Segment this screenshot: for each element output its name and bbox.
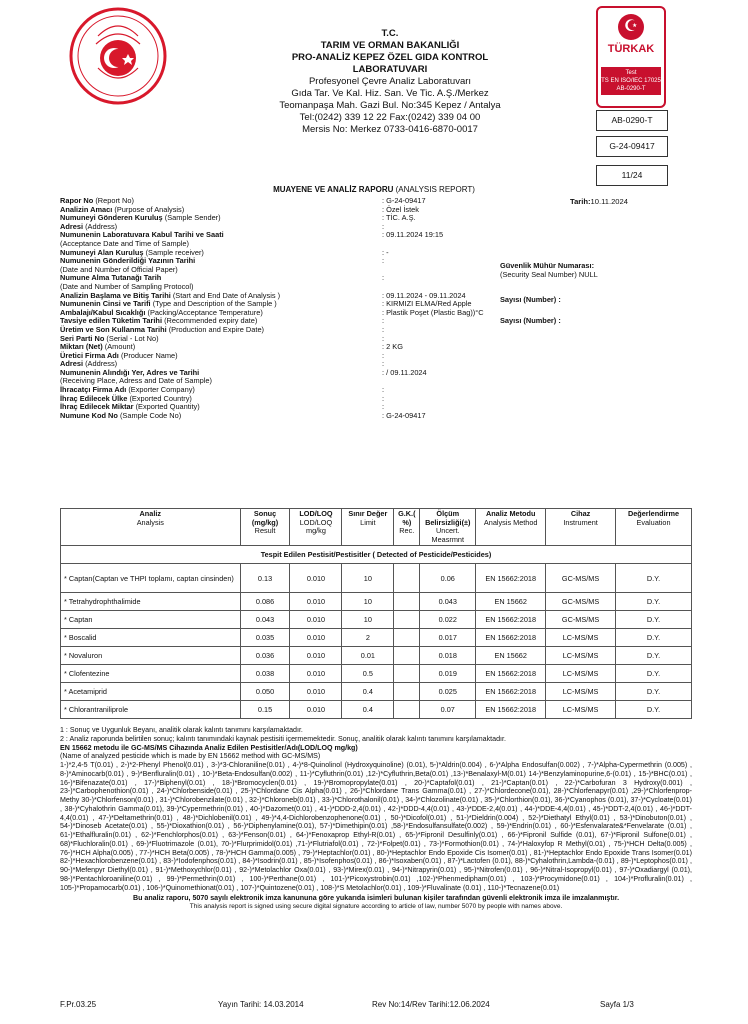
field-value: : 09.11.2024 - 09.11.2024	[382, 290, 466, 300]
field-label: İhraç Edilecek Miktar	[60, 402, 134, 412]
field-label: Rapor No	[60, 196, 94, 205]
note-2: 2 : Analiz raporunda belirtilen sonuç; kalıntı tanımındaki kaynak pestisiti içermemektedir. Sonuç, analitik olarak kalıntı tanımını karşılamaktadır.	[60, 734, 506, 743]
field-value: : Özel İstek	[382, 204, 419, 214]
turkak-name: TÜRKAK	[607, 43, 655, 55]
field-value-text: KIRMIZI ELMA/Red Apple	[386, 299, 472, 309]
table-row	[61, 629, 692, 647]
footer-page: Sayfa 1/3	[600, 1000, 634, 1009]
table-cell-r: 0.036	[240, 647, 290, 665]
table-cell-a: * Chlorantraniliprole	[61, 701, 241, 719]
field-value: :	[382, 350, 385, 360]
table-cell-r: 0.043	[240, 611, 290, 629]
field-value: : TİC. A.Ş.	[382, 213, 416, 223]
field-label: Ambalajı/Kabul Sıcaklığı	[60, 307, 146, 317]
header-tr: Cihaz	[570, 509, 591, 518]
turkak-badge	[596, 6, 666, 108]
field-value: :	[382, 256, 385, 266]
header-en: LOD/LOQ mg/kg	[299, 517, 333, 535]
table-cell-e: D.Y.	[616, 564, 692, 593]
field-value-text: G-24-09417	[386, 410, 426, 420]
field-value-text: Plastik Poşet (Plastic Bag))°C	[386, 307, 484, 317]
header-en: Uncert. Measrmnt	[431, 526, 464, 544]
field-label-en: (Exporter Company)	[128, 385, 195, 395]
field-value: : / 09.11.2024	[382, 367, 427, 377]
table-cell-l: 0.010	[290, 611, 342, 629]
table-cell-l: 0.010	[290, 564, 342, 593]
table-cell-m: EN 15662:2018	[476, 701, 546, 719]
table-cell-l: 0.010	[290, 593, 342, 611]
footer-form: F.Pr.03.25	[60, 1000, 97, 1009]
field-value: :	[382, 316, 385, 326]
field-value-text: -	[386, 247, 389, 257]
field-value-text: TİC. A.Ş.	[385, 213, 416, 223]
header-address: Teomanpaşa Mah. Gazi Bul. No:345 Kepez / Antalya	[279, 100, 501, 111]
table-header-cell	[290, 509, 342, 546]
report-title	[0, 185, 748, 194]
table-cell-s: 0.4	[342, 683, 394, 701]
table-cell-i: GC-MS/MS	[546, 611, 616, 629]
field-label-en: (Packing/Acceptance Temperature)	[147, 307, 263, 317]
field-label-en: (Sample receiver)	[145, 247, 204, 257]
table-cell-a: * Tetrahydrophthalimide	[61, 593, 241, 611]
field-label-en: (Exported Country)	[129, 393, 192, 403]
table-header-cell	[420, 509, 476, 546]
table-cell-u: 0.06	[420, 564, 476, 593]
table-header-cell	[476, 509, 546, 546]
field-value: :	[382, 385, 385, 395]
header-en: Instrument	[563, 517, 598, 527]
table-cell-u: 0.017	[420, 629, 476, 647]
header-en: Evaluation	[636, 517, 671, 527]
header-tr: Analiz Metodu	[485, 509, 536, 518]
report-date-label: Tarih:	[570, 197, 591, 206]
field-value: : Plastik Poşet (Plastic Bag))°C	[382, 307, 484, 317]
table-section-row	[61, 546, 692, 564]
table-cell-m: EN 15662:2018	[476, 564, 546, 593]
table-cell-i: LC-MS/MS	[546, 647, 616, 665]
method-subtitle: (Name of analyzed pesticide which is made by EN 15662 method with GC-MS/MS)	[60, 752, 321, 761]
table-cell-u: 0.022	[420, 611, 476, 629]
table-cell-m: EN 15662:2018	[476, 611, 546, 629]
header-tr: Değerlendirme	[627, 509, 680, 518]
report-date	[570, 197, 628, 206]
header-en: Rec.	[399, 526, 415, 535]
field-label: Numunenin Cinsi ve Tarifi	[60, 299, 151, 309]
table-cell-r: 0.050	[240, 683, 290, 701]
table-cell-l: 0.010	[290, 701, 342, 719]
table-cell-a: * Clofentezine	[61, 665, 241, 683]
field-value: :	[382, 324, 385, 334]
field-label-en: (Date and Number of Official Paper)	[60, 264, 178, 274]
table-cell-u: 0.043	[420, 593, 476, 611]
header-lab-name-1: PRO-ANALİZ KEPEZ ÖZEL GIDA KONTROL	[291, 52, 489, 63]
table-cell-g	[394, 683, 420, 701]
table-cell-u: 0.018	[420, 647, 476, 665]
table-cell-g	[394, 665, 420, 683]
table-cell-i: LC-MS/MS	[546, 665, 616, 683]
field-value-text: 09.11.2024 19:15	[386, 230, 444, 240]
field-value	[382, 240, 542, 249]
table-header-cell	[240, 509, 290, 546]
field-value: : G-24-09417	[382, 196, 426, 205]
field-value: : -	[382, 247, 389, 257]
field-label: Numunenin Laboratuvara Kabul Tarihi ve Saati	[60, 230, 224, 240]
table-cell-s: 0.4	[342, 701, 394, 719]
table-cell-l: 0.010	[290, 665, 342, 683]
field-label: Üretici Firma Adı	[60, 350, 119, 360]
table-header-cell	[61, 509, 241, 546]
header-tc: T.C.	[381, 28, 399, 39]
table-cell-i: GC-MS/MS	[546, 593, 616, 611]
field-label: Numune Alma Tutanağı Tarih	[60, 273, 162, 283]
table-row	[61, 564, 692, 593]
seal-value: (Security Seal Number) NULL	[500, 269, 598, 279]
header-company: Gıda Tar. Ve Kal. Hiz. San. Ve Tic. A.Ş./Merkez	[291, 88, 489, 99]
table-header-cell	[394, 509, 420, 546]
table-cell-a: * Novaluron	[61, 647, 241, 665]
field-value: : KIRMIZI ELMA/Red Apple	[382, 299, 472, 309]
field-label-en: (Sample Code No)	[119, 410, 182, 420]
header-tr: Ölçüm Belirsizliği(±)	[425, 509, 471, 527]
field-label: Numunenin Alındığı Yer, Adres ve Tarihi	[60, 367, 200, 377]
field-label-en: (Production and Expire Date)	[168, 324, 265, 334]
header-phone: Tel:(0242) 339 12 22 Fax:(0242) 339 04 00	[299, 112, 481, 123]
turkak-line1: Test	[625, 70, 637, 76]
field-label: Analizin Başlama ve Bitiş Tarihi	[60, 290, 171, 300]
field-value: :	[382, 402, 385, 412]
report-title-tr: MUAYENE VE ANALİZ RAPORU	[273, 185, 394, 194]
field-value-text: / 09.11.2024	[386, 367, 427, 377]
header-mersis: Mersis No: Merkez 0733-0416-6870-0017	[302, 124, 478, 135]
esign-note-tr: Bu analiz raporu, 5070 sayılı elektronik imza kanununa göre yukarıda isimleri bulunan kişiler tarafından güvenli elektronik imza ile imzalanmıştır.	[132, 894, 620, 903]
field-value: : 2 KG	[382, 342, 403, 352]
table-cell-s: 10	[342, 593, 394, 611]
field-label: Numune Kod No	[60, 410, 118, 420]
seal-number	[500, 262, 598, 279]
table-cell-m: EN 15662:2018	[476, 629, 546, 647]
field-value: :	[382, 359, 385, 369]
seal-label: Güvenlik Mühür Numarası:	[500, 261, 595, 270]
table-cell-u: 0.07	[420, 701, 476, 719]
table-row	[61, 611, 692, 629]
field-label: Numuneyi Alan Kuruluş	[60, 247, 144, 257]
table-header-cell	[616, 509, 692, 546]
field-label: Analizin Amacı	[60, 204, 113, 214]
report-date-value: 10.11.2024	[590, 197, 628, 206]
field-value: :	[382, 393, 385, 403]
field-label-en: (Type and Description of the Sample )	[152, 299, 277, 309]
results-table	[60, 508, 692, 719]
header-tr: LOD/LOQ	[299, 509, 333, 518]
table-cell-s: 2	[342, 629, 394, 647]
table-row	[61, 593, 692, 611]
esign-note-en: This analysis report is signed using secure digital signature according to article of law, number 5070 by people with names above.	[189, 903, 563, 910]
table-row	[61, 647, 692, 665]
table-cell-l: 0.010	[290, 629, 342, 647]
table-cell-l: 0.010	[290, 683, 342, 701]
method-title: EN 15662 metodu ile GC-MS/MS Cihazında Analiz Edilen Pestisitler/Adı(LOD/LOQ mg/kg)	[60, 743, 358, 752]
header-en: Analysis	[136, 517, 164, 527]
header-tr: Sonuç (mg/kg)	[251, 509, 279, 527]
header-tr: Sınır Değer	[348, 509, 388, 518]
field-label-en: (Start and End Date of Analysis )	[172, 290, 281, 300]
header-tr: Analiz	[139, 509, 162, 518]
table-cell-r: 0.15	[240, 701, 290, 719]
field-label-en: (Purpose of Analysis)	[114, 204, 185, 214]
table-cell-l: 0.010	[290, 647, 342, 665]
table-row	[61, 683, 692, 701]
table-cell-m: EN 15662:2018	[476, 665, 546, 683]
field-label-en: (Receiving Place, Adress and Date of Sample)	[60, 376, 212, 386]
field-value-text: 09.11.2024 - 09.11.2024	[386, 290, 466, 300]
field-value: : G-24-09417	[382, 410, 426, 420]
field-label: Miktarı (Net)	[60, 342, 103, 352]
ministry-logo	[68, 6, 168, 106]
table-cell-e: D.Y.	[616, 629, 692, 647]
table-cell-r: 0.038	[240, 665, 290, 683]
field-label-en: (Recommended expiry date)	[164, 316, 258, 326]
table-cell-i: LC-MS/MS	[546, 701, 616, 719]
field-label-en: (Address)	[85, 221, 118, 231]
table-cell-m: EN 15662:2018	[476, 683, 546, 701]
footer-published: Yayın Tarihi: 14.03.2014	[218, 1000, 304, 1009]
table-cell-s: 10	[342, 564, 394, 593]
field-label-en: (Producer Name)	[120, 350, 178, 360]
field-label-en: (Serial - Lot No)	[106, 333, 159, 343]
table-cell-g	[394, 701, 420, 719]
table-cell-a: * Captan(Captan ve THPI toplamı, captan cinsinden)	[61, 564, 241, 593]
fields-values	[382, 197, 542, 420]
table-cell-a: * Acetamiprid	[61, 683, 241, 701]
turkak-line2: TS EN ISO/IEC 17025	[601, 78, 661, 84]
field-value: :	[382, 273, 385, 283]
header-sub: Profesyonel Çevre Analiz Laboratuvarı	[308, 76, 472, 87]
field-label-en: (Date and Number of Sampling Protocol)	[60, 281, 194, 291]
field-value	[382, 377, 542, 386]
field-label: Adresi	[60, 359, 84, 369]
table-cell-a: * Captan	[61, 611, 241, 629]
table-row	[61, 665, 692, 683]
crescent-star-icon: ☪	[618, 14, 644, 40]
fields-labels	[60, 197, 380, 420]
field-label-en: (Acceptance Date and Time of Sample)	[60, 238, 189, 248]
table-cell-u: 0.025	[420, 683, 476, 701]
table-section-title: Tespit Edilen Pestisit/Pestisitler ( Detected of Pesticide/Pesticides)	[61, 546, 692, 564]
field-label-en: (Sample Sender)	[164, 213, 221, 223]
notes-block	[60, 726, 692, 912]
month-code: 11/24	[596, 165, 668, 186]
field-label: Numunenin Gönderildiği Yazının Tarihi	[60, 256, 196, 266]
table-cell-s: 0.01	[342, 647, 394, 665]
table-cell-m: EN 15662	[476, 593, 546, 611]
footer-rev: Rev No:14/Rev Tarihi:12.06.2024	[372, 1000, 490, 1009]
field-label: Seri Parti No	[60, 333, 105, 343]
table-cell-g	[394, 611, 420, 629]
header-ministry: TARIM VE ORMAN BAKANLIĞI	[320, 40, 460, 51]
accreditation-code: AB-0290-T	[596, 110, 668, 131]
pesticide-list: 1-)*2,4-5 T(0.01) , 2-)*2-Phenyl Phenol(0.01) , 3-)*3-Chloraniline(0.01) , 4-)*8-Quinolinol (Hydroxyquinoline) (0.01), 5-)*Aldrin(0.004) , 6-)*Alpha Endosulfan(0.002) , 7-)*Alpha-Cypermethrin (0.005) , 8-)*Aminocarb(0.01) , 9-)*Benfluralin(0.01) , 10-)*Beta-Endosulfan(0.002) , 11-)*Cyfluthrin(0.01) ,12-)*Cyfluthrin,Beta(0.01) ,13-)*Benalaxyl-M(0.01) 14-)*Benzylaminopurine,6-(0.01) , 15-)*BHC(0.01) , 16-)*Bifenazate(0.01) , 17-)*Biphenyl(0.01) , 18-)*Bromocyclen(0.01) , 19-)*Bromopropylate(0.01) , 20-)*Captafol(0.01) , 21-)*Captan(0.01) , 22-)*Carbofuran 3 Hydroxy(0.001) , 23-)*Carbophenothion(0.01) , 24-)*Chlorbenside(0.01) , 25-)*Chlordane Cis Alpha(0.01) , 26-)*Chlordane Trans Gamma(0.01) , 27-)*Chlordecone(0.01), 28-)*Chlorfenapyr(0.01) ,29-)*Chlorfenprop-Methy 30-)*Chlorfenson(0.01) , 31-)*Chlorobenzilate(0.01) , 32-)*Chloroneb(0.01) , 33-)*Chlorothalonil(0.01) , 34-)*Chlozolinate(0.01) , 35-)*Chlorthion(0.01), 36-)*Cyanophos (0.01), 37-)*Cycloate(0.01) , 38-)*Cyhalothrin Gamma(0.01), 39-)*Cypermethrin(0.01) , 40-)*Dazomet(0.01) , 41-)*DDD-2,4(0.01) , 42-)*DDD-4,4(0.01) , 43-)*DDE-2,4(0.01) , 44-)*DDE-4,4(0.01) , 45-)*DDT-2,4(0.01) , 46-)*DDT-4,4(0.01) , 47-)*Deltamethrin(0.01) , 48-)*Dichlobenil(0.01) , 49-)*4,4-Dichlorobenzophenone(0.01) , 50-)*Dicofol(0.01) , 51-)*Dieldrin(0.004) , 52-)*Diethatyl Ethyl(0.01) , 53-)*Dinobuton(0.01) , 54-)*Dinoseb Acetate(0.01) , 55-)*Dioxathion(0.01) , 56-)*Diphenylamine(0.01), 57-)*Dimethipin(0.01) ,58-)*Endosulfansulfate(0.002) , 59-)*Endrin(0.01) , 60-)*Esfenvalarate&*Fenvelarate (0.01) , 61-)*Ethalfluralin(0.01) , 62-)*Fenchlorphos(0.01) , 63-)*Fenson(0.01) , 64-)*Fenoxaprop Ethyl-R(0.01) , 65-)*Fipronil Desulfinly(0.01) , 66-)*Fipronil Sulfide (0.01), 67-)*Fipronil Sulfone(0.01) , 68)*Fluchloralin(0.01) , 69-)*Fluotrimazole (0.01), 70-)*Flurprimidol(0.01) ,71-)*Flutriafol(0.01) , 72-)*Folpet(0.01) , 73-)*Formothion(0.01) , 74-)*Haloxyfop R Methyl(0.01) , 75-)*HCH Delta(0.005) , 76-)*HCH Alpha(0.005) , 77-)*HCH Beta(0.005) , 78-)*HCH Gamma(0.005) , 79-)*Heptachlor(0.01) , 80-)*Heptachlor Endo Epoxide Cis Isomer(0.01) , 81-)*Heptachlor Endo Epoxide Trans Isomer(0.01) 82-)*Hexachlorobenzene(0.01) , 83-)*Iodofenphos(0.01) , 84-)*Isodrin(0.01) , 85-)*Isofenphos(0.01) , 86-)*Isoxaben(0.01) , 87-)*Lactofen (0.01), 88-)*Cyhalothrin,Lambda-(0.01) , 89-)*Leptophos(0.01) , 90-)*Mefenpyr Diethyl(0.01) , 91-)*Methoxychlor(0.01) , 92-)*Metolachlor Oxa(0.01) , 93-)*Mirex(0.01) , 94-)*Nitrapyrin(0.01) , 95-)*Nitrofen(0.01) , 96-)*Nitral-Isopropyl(0.01) , 97-)*Oxadiargyl (0.01), 98-)*Pentachloroaniline(0.01) , 99-)*Permethrin(0.01) , 100-)*Perthane(0.01) , 101-)*Picoxystrobin(0.01) ,102-)*Phenmedipham(0.01) , 103-)*Procymidone(0.01) , 104-)*Profluralin(0.01) , 105-)*Propamocarb(0.01) , 106-)*Quinomethionat(0.01) , 107-)*Quintozene(0.01) , 108-)*S Metolachlor(0.01) , 109-)*Fluvalinate (0.01) , 110-)*Tecnazene(0.01)	[60, 761, 692, 892]
field-value: :	[382, 221, 385, 231]
table-cell-a: * Boscalid	[61, 629, 241, 647]
field-label-row	[60, 412, 380, 421]
table-cell-i: GC-MS/MS	[546, 564, 616, 593]
table-cell-g	[394, 564, 420, 593]
table-cell-m: EN 15662	[476, 647, 546, 665]
table-cell-g	[394, 629, 420, 647]
field-value: :	[382, 333, 385, 343]
table-header-cell	[342, 509, 394, 546]
field-label: Üretim ve Son Kullanma Tarihi	[60, 324, 167, 334]
field-label: Numuneyi Gönderen Kuruluş	[60, 213, 163, 223]
lab-header	[240, 28, 540, 136]
table-cell-e: D.Y.	[616, 665, 692, 683]
field-value: : 09.11.2024 19:15	[382, 230, 444, 240]
field-label-en: (Address)	[85, 359, 118, 369]
table-header-cell	[546, 509, 616, 546]
field-value-text: G-24-09417	[386, 196, 426, 205]
table-cell-r: 0.13	[240, 564, 290, 593]
field-label-en: (Amount)	[104, 342, 136, 352]
field-label: İhraç Edilecek Ülke	[60, 393, 128, 403]
table-cell-u: 0.019	[420, 665, 476, 683]
table-cell-e: D.Y.	[616, 647, 692, 665]
header-en: Analysis Method	[483, 517, 538, 527]
header-en: Limit	[360, 517, 376, 527]
report-title-en: (ANALYSIS REPORT)	[395, 185, 475, 194]
table-cell-i: LC-MS/MS	[546, 683, 616, 701]
field-label-en: (Exported Quantity)	[135, 402, 200, 412]
field-label: İhracatçı Firma Adı	[60, 385, 127, 395]
table-cell-r: 0.086	[240, 593, 290, 611]
table-row	[61, 701, 692, 719]
table-cell-s: 0.5	[342, 665, 394, 683]
header-lab-name-2: LABORATUVARI	[352, 64, 428, 75]
table-cell-e: D.Y.	[616, 683, 692, 701]
field-label: Adresi	[60, 221, 84, 231]
header-tr: G.K.( %)	[398, 509, 416, 527]
table-cell-r: 0.035	[240, 629, 290, 647]
field-label-en: (Report No)	[95, 196, 134, 205]
protocol-number: Sayısı (Number) :	[500, 316, 561, 325]
paper-number: Sayısı (Number) :	[500, 295, 561, 304]
header-en: Result	[254, 526, 276, 535]
table-header-row	[61, 509, 692, 546]
note-1: 1 : Sonuç ve Uygunluk Beyanı, analitik olarak kalıntı tanımını karşılamaktadır.	[60, 726, 303, 734]
turkak-line3: AB-0290-T	[616, 86, 646, 92]
field-label: Tavsiye edilen Tüketim Tarihi	[60, 316, 162, 326]
table-cell-e: D.Y.	[616, 611, 692, 629]
table-cell-i: LC-MS/MS	[546, 629, 616, 647]
field-value-text: 2 KG	[386, 342, 403, 352]
field-value-text: Özel İstek	[386, 204, 419, 214]
table-cell-g	[394, 593, 420, 611]
report-code: G-24-09417	[596, 136, 668, 157]
table-cell-g	[394, 647, 420, 665]
table-cell-e: D.Y.	[616, 701, 692, 719]
table-cell-s: 10	[342, 611, 394, 629]
table-cell-e: D.Y.	[616, 593, 692, 611]
